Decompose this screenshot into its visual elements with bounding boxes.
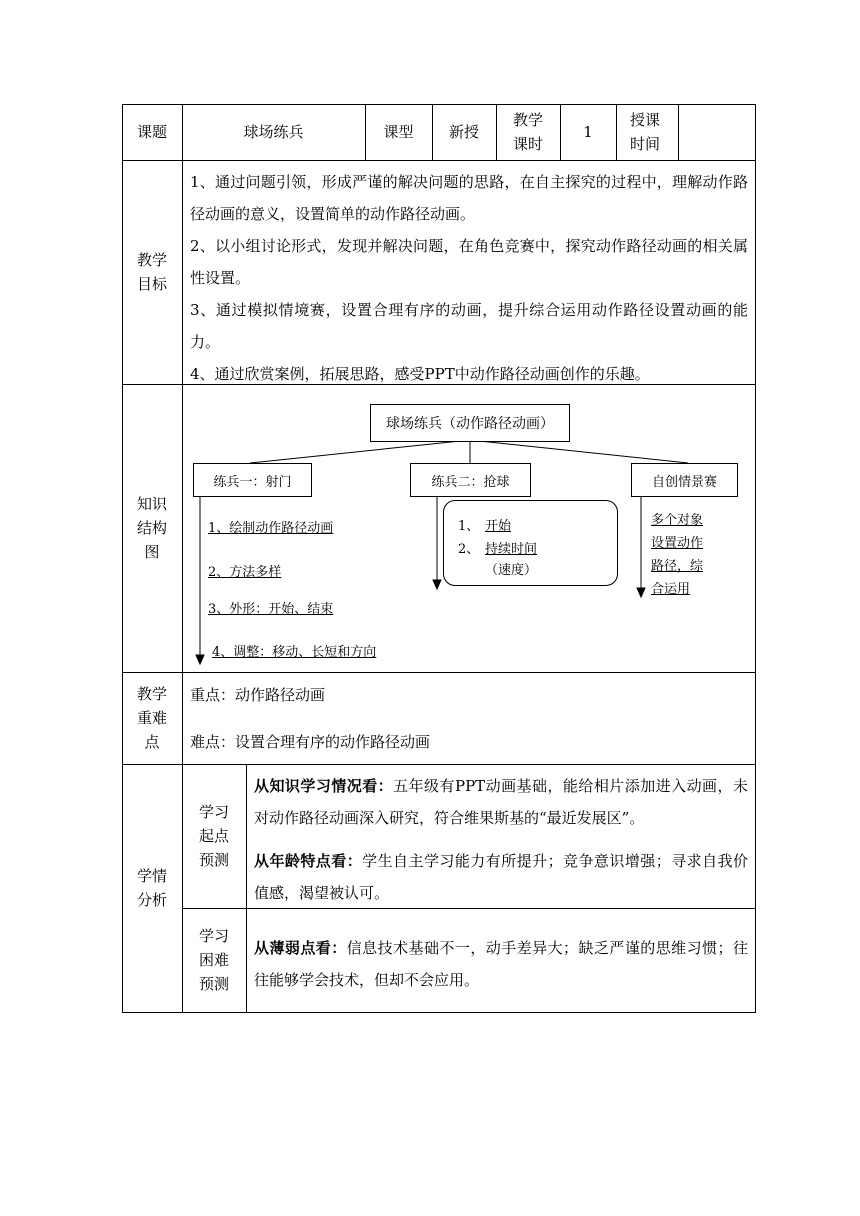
topic-label: 课题 [136,123,167,141]
start-heading-1: 从知识学习情况看： [254,777,394,795]
branch1-item: 2、方法多样 [208,565,282,580]
branch3-line: 合运用 [651,582,691,597]
goals-label: 教学 目标 [136,251,167,293]
key-text: 动作路径动画 [235,686,326,704]
analysis-label: 学情 分析 [136,867,167,909]
branch1-item: 4、调整：移动、长短和方向 [212,645,377,660]
branch3-text [651,509,703,601]
difficulty-label: 学习 困难 预测 [198,927,229,993]
start-text-2: 学生自主学习能力有所提升；竞争意识增强；寻求自我价值感，渴望被认可。 [254,852,748,902]
key-prefix: 重点： [190,686,236,704]
hours-label: 教学 课时 [512,111,543,153]
type-label: 课型 [383,123,414,141]
difficulty-para [254,932,748,996]
keypoints-label: 教学 重难 点 [136,685,167,751]
diff-text: 设置合理有序的动作路径动画 [235,733,431,751]
topic-value: 球场练兵 [243,123,304,141]
branch2-item-num: 1、 [458,519,480,534]
start-text-1: 五年级有PPT动画基础，能给相片添加进入动画，未对动作路径动画深入研究，符合维果斯基的“最近发展区”。 [254,777,748,827]
diff-prefix: 难点： [190,733,236,751]
structure-root: 球场练兵（动作路径动画） [370,404,570,442]
goal-item: 2、以小组讨论形式，发现并解决问题，在角色竞赛中，探究动作路径动画的相关属性设置。 [190,237,748,287]
branch1-item: 1、绘制动作路径动画 [208,521,334,536]
goal-item: 3、通过模拟情境赛，设置合理有序的动画，提升综合运用动作路径设置动画的能力。 [190,301,748,351]
branch3-line: 多个对象 [651,513,704,528]
start-label: 学习 起点 预测 [198,803,229,869]
time-label: 授课 时间 [629,111,660,153]
branch1-item: 3、外形：开始、结束 [208,602,334,617]
goal-item: 4、通过欣赏案例，拓展思路，感受PPT中动作路径动画创作的乐趣。 [190,365,650,383]
goal-item: 1、通过问题引领，形成严谨的解决问题的思路，在自主探究的过程中，理解动作路径动画的意义，设置简单的动作路径动画。 [190,173,748,223]
difficulty-text: 信息技术基础不一，动手差异大；缺乏严谨的思维习惯；往往能够学会技术，但却不会应用。 [254,939,748,989]
branch1-title: 练兵一：射门 [193,463,312,497]
start-para-1 [254,770,748,834]
start-para-2 [254,845,748,909]
branch2-item-num: 2、 [458,542,480,557]
branch2-item-note: （速度） [485,563,538,578]
start-heading-2: 从年龄特点看： [254,852,363,870]
branch2-item: 持续时间 [485,542,538,557]
branch2-item: 开始 [485,519,512,534]
structure-label: 知识 结构 图 [136,495,167,561]
branch3-line: 设置动作 [651,536,704,551]
difficulty-heading: 从薄弱点看： [254,939,347,957]
type-value: 新授 [448,123,479,141]
branch3-line: 路径，综 [651,559,704,574]
keypoint-key [190,684,325,705]
keypoint-diff [190,731,430,752]
hours-value: 1 [583,123,593,141]
branch3-title: 自创情景赛 [631,463,738,497]
branch2-title: 练兵二：抢球 [410,463,531,497]
